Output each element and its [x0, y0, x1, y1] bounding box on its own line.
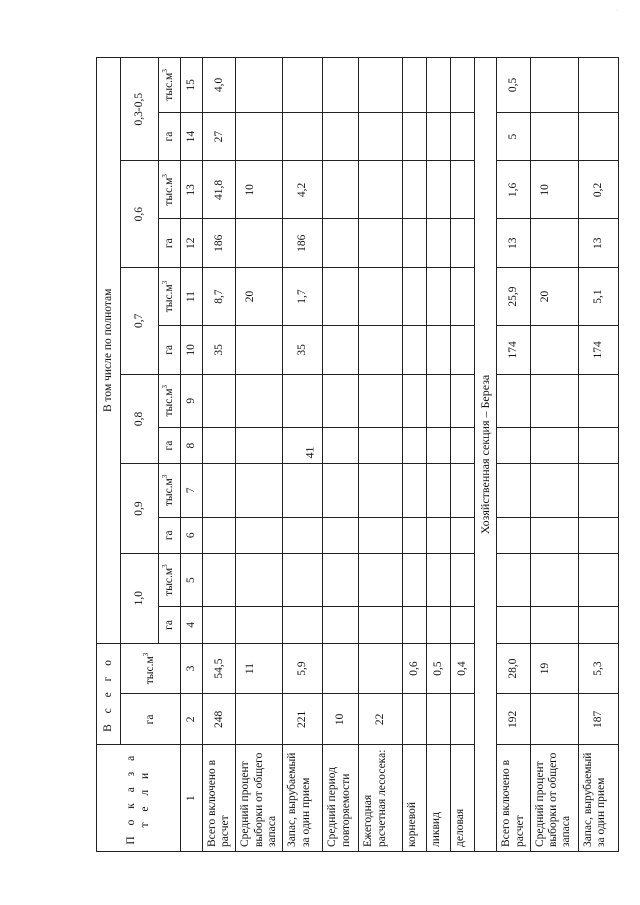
table-cell [236, 112, 283, 160]
unit-sup: 3 [161, 174, 170, 178]
table-cell [359, 553, 403, 606]
table-cell: 187 [578, 694, 618, 745]
header-by-density: В том числе по полнотам [97, 58, 121, 644]
column-number: 13 [181, 161, 203, 219]
table-cell [203, 427, 236, 463]
table-cell [323, 112, 359, 160]
table-cell [578, 427, 618, 463]
table-cell: 54,5 [203, 643, 236, 694]
table-cell [359, 161, 403, 219]
table-cell [236, 427, 283, 463]
table-cell [359, 374, 403, 427]
table-cell [578, 553, 618, 606]
table-cell: 221 [283, 694, 323, 745]
corner-mark: · [616, 8, 618, 14]
table-cell: 19 [530, 643, 578, 694]
table-cell: 25,9 [497, 267, 530, 325]
table-cell [578, 517, 618, 553]
table-cell [530, 374, 578, 427]
column-number: 10 [181, 326, 203, 374]
table-cell [323, 374, 359, 427]
row-label: Средний период повторяемости [323, 745, 359, 852]
density-ha-header: га [159, 427, 181, 463]
table-cell [283, 112, 323, 160]
table-cell [451, 553, 475, 606]
table-cell: 5,9 [283, 643, 323, 694]
table-cell: 20 [530, 267, 578, 325]
unit-text: тыс.м [162, 567, 175, 596]
table-cell [359, 427, 403, 463]
table-cell [403, 553, 427, 606]
table-cell [451, 267, 475, 325]
table-row [451, 58, 475, 852]
unit-sup: 3 [161, 474, 170, 479]
unit-text: тыс.м [162, 388, 175, 417]
column-number: 3 [181, 643, 203, 694]
table-cell [323, 219, 359, 267]
table-cell [203, 553, 236, 606]
table-cell [283, 58, 323, 113]
table-cell [497, 607, 530, 643]
table-cell [497, 464, 530, 517]
table-cell: 22 [359, 694, 403, 745]
table-cell [403, 112, 427, 160]
table-cell [530, 219, 578, 267]
column-number-row [181, 58, 203, 852]
table-cell [403, 517, 427, 553]
density-group: 0,3-0,5 [121, 58, 159, 161]
table-cell [323, 643, 359, 694]
table-cell [451, 427, 475, 463]
forest-calculation-table [96, 57, 619, 852]
unit-text: тыс.м [162, 72, 175, 101]
row-label: Средний процент выборки от общего запаса [530, 745, 578, 852]
unit-sup: 3 [161, 69, 170, 73]
table-cell [451, 219, 475, 267]
table-cell: 174 [497, 326, 530, 374]
table-body-top [203, 58, 475, 852]
table-cell [236, 464, 283, 517]
header-total-text: В с е г о [101, 656, 114, 732]
table-cell [323, 553, 359, 606]
table-cell [427, 112, 451, 160]
table-cell: 0,6 [403, 643, 427, 694]
header-total [97, 643, 121, 745]
unit-sup: 3 [161, 280, 170, 285]
table-row [497, 58, 530, 852]
table-cell [578, 464, 618, 517]
table-cell [427, 374, 451, 427]
table-cell [451, 161, 475, 219]
column-number: 12 [181, 219, 203, 267]
density-group: 0,6 [121, 161, 159, 268]
column-number: 9 [181, 374, 203, 427]
table-cell [497, 517, 530, 553]
table-cell [427, 58, 451, 113]
table-cell [403, 58, 427, 113]
table-cell [497, 427, 530, 463]
table-cell [283, 607, 323, 643]
table-cell [323, 607, 359, 643]
table-cell [530, 58, 578, 113]
table-cell [578, 112, 618, 160]
table-row [203, 58, 236, 852]
table-cell: 4,0 [203, 58, 236, 113]
table-row [427, 58, 451, 852]
column-number: 8 [181, 427, 203, 463]
table-cell [427, 427, 451, 463]
table-cell [530, 694, 578, 745]
table-cell [236, 58, 283, 113]
row-label: Всего включено в расчет [203, 745, 236, 852]
table-cell [323, 161, 359, 219]
table-cell: 5,3 [578, 643, 618, 694]
row-label: ликвид [427, 745, 451, 852]
row-label: Запас, вырубаемый за один прием [578, 745, 618, 852]
table-cell [427, 267, 451, 325]
table-cell [530, 112, 578, 160]
table-row [236, 58, 283, 852]
table-cell [403, 464, 427, 517]
density-ha-header: га [159, 517, 181, 553]
table-cell [359, 267, 403, 325]
table-cell [578, 607, 618, 643]
table-cell [427, 607, 451, 643]
table-cell [403, 427, 427, 463]
table-cell [530, 427, 578, 463]
table-cell: 35 [283, 326, 323, 374]
density-thous-header [159, 553, 181, 606]
density-group: 0,9 [121, 464, 159, 554]
table-cell [359, 517, 403, 553]
column-number: 2 [181, 694, 203, 745]
table-cell [530, 326, 578, 374]
table-cell [236, 553, 283, 606]
table-row [578, 58, 618, 852]
table-cell [236, 219, 283, 267]
table-cell: 13 [497, 219, 530, 267]
row-label: Ежегодная расчетная лесосека: [359, 745, 403, 852]
table-cell [283, 517, 323, 553]
unit-sup: 3 [161, 564, 170, 568]
table-cell [451, 326, 475, 374]
table-cell: 0,2 [578, 161, 618, 219]
table-row [359, 58, 403, 852]
table-cell [283, 553, 323, 606]
table-cell [403, 374, 427, 427]
table-cell [359, 464, 403, 517]
unit-text: тыс.м [143, 656, 156, 685]
table-cell [323, 58, 359, 113]
unit-text: тыс.м [162, 478, 175, 507]
table-cell: 186 [283, 219, 323, 267]
table-cell: 5,1 [578, 267, 618, 325]
density-group: 1,0 [121, 553, 159, 643]
column-number: 7 [181, 464, 203, 517]
table-cell [530, 464, 578, 517]
row-label: Всего включено в расчет [497, 745, 530, 852]
density-thous-header [159, 58, 181, 113]
table-cell: 11 [236, 643, 283, 694]
table-cell [203, 464, 236, 517]
table-cell [323, 517, 359, 553]
table-cell: 5 [497, 112, 530, 160]
density-group: 0,7 [121, 267, 159, 374]
table-cell [403, 267, 427, 325]
table-cell [427, 326, 451, 374]
unit-sup: 3 [142, 652, 151, 657]
table-cell [451, 694, 475, 745]
table-cell [203, 607, 236, 643]
table-cell [497, 374, 530, 427]
table-cell [403, 607, 427, 643]
table-row [403, 58, 427, 852]
table-row [530, 58, 578, 852]
table-cell [203, 374, 236, 427]
unit-sup: 3 [161, 385, 170, 389]
table-body-bottom [497, 58, 618, 852]
header-indicators-text: П о к а з а т е л и [125, 751, 151, 845]
density-thous-header [159, 464, 181, 517]
table-cell [323, 267, 359, 325]
table-cell [236, 326, 283, 374]
table-cell [323, 326, 359, 374]
table-cell [530, 517, 578, 553]
table-cell [427, 694, 451, 745]
table-cell [236, 694, 283, 745]
table-cell [403, 694, 427, 745]
unit-text: тыс.м [162, 177, 175, 206]
table-cell [451, 517, 475, 553]
column-number: 11 [181, 267, 203, 325]
table-cell: 4,2 [283, 161, 323, 219]
table-cell [427, 464, 451, 517]
table-cell [203, 517, 236, 553]
table-cell: 41,8 [203, 161, 236, 219]
table-cell [359, 607, 403, 643]
table-cell: 0,5 [427, 643, 451, 694]
column-number: 15 [181, 58, 203, 113]
table-cell: 174 [578, 326, 618, 374]
density-ha-header: га [159, 326, 181, 374]
table-cell [427, 219, 451, 267]
table-cell [530, 553, 578, 606]
table-cell [451, 58, 475, 113]
column-number: 5 [181, 553, 203, 606]
table-cell [427, 553, 451, 606]
page-number: 41 [302, 446, 317, 459]
table-cell: 186 [203, 219, 236, 267]
table-cell: 248 [203, 694, 236, 745]
table-cell [236, 607, 283, 643]
column-number: 1 [181, 745, 203, 852]
total-ha-header: га [121, 694, 181, 745]
density-ha-header: га [159, 219, 181, 267]
table-cell [359, 643, 403, 694]
rotated-table-container [96, 57, 608, 852]
table-cell: 10 [323, 694, 359, 745]
table-cell [236, 517, 283, 553]
table-cell [359, 326, 403, 374]
table-cell [403, 326, 427, 374]
table-cell [497, 553, 530, 606]
row-label: Запас, вырубаемый за один прием [283, 745, 323, 852]
table-cell [578, 58, 618, 113]
table-cell [359, 219, 403, 267]
table-cell: 13 [578, 219, 618, 267]
row-label: Средний процент выборки от общего запаса [236, 745, 283, 852]
table-cell [451, 464, 475, 517]
table-cell [427, 161, 451, 219]
table-cell [236, 374, 283, 427]
table-cell: 35 [203, 326, 236, 374]
row-label: корневой [403, 745, 427, 852]
density-ha-header: га [159, 607, 181, 643]
unit-text: тыс.м [162, 284, 175, 313]
table-cell [451, 112, 475, 160]
density-group: 0,8 [121, 374, 159, 464]
table-cell: 0,4 [451, 643, 475, 694]
table-cell [359, 112, 403, 160]
table-cell [323, 464, 359, 517]
table-cell: 10 [236, 161, 283, 219]
table-row [323, 58, 359, 852]
table-cell [451, 607, 475, 643]
table-cell [403, 219, 427, 267]
table-cell: 0,5 [497, 58, 530, 113]
density-thous-header [159, 267, 181, 325]
table-cell [323, 427, 359, 463]
table-cell [530, 607, 578, 643]
table-cell: 28,0 [497, 643, 530, 694]
table-cell: 1,7 [283, 267, 323, 325]
table-cell: 27 [203, 112, 236, 160]
table-cell [359, 58, 403, 113]
density-thous-header [159, 374, 181, 427]
section-row [475, 58, 497, 852]
total-thous-header [121, 643, 181, 694]
column-number: 14 [181, 112, 203, 160]
table-cell: 1,6 [497, 161, 530, 219]
table-cell [427, 517, 451, 553]
table-cell [283, 374, 323, 427]
density-thous-header [159, 161, 181, 219]
row-label: деловая [451, 745, 475, 852]
table-cell [451, 374, 475, 427]
table-cell [578, 374, 618, 427]
table-cell: 10 [530, 161, 578, 219]
density-ha-header: га [159, 112, 181, 160]
table-cell: 192 [497, 694, 530, 745]
table-cell: 20 [236, 267, 283, 325]
header-indicators [97, 745, 181, 852]
table-cell: 8,7 [203, 267, 236, 325]
section-title: Хозяйственная секция – Береза [475, 58, 497, 852]
column-number: 6 [181, 517, 203, 553]
column-number: 4 [181, 607, 203, 643]
table-cell [403, 161, 427, 219]
